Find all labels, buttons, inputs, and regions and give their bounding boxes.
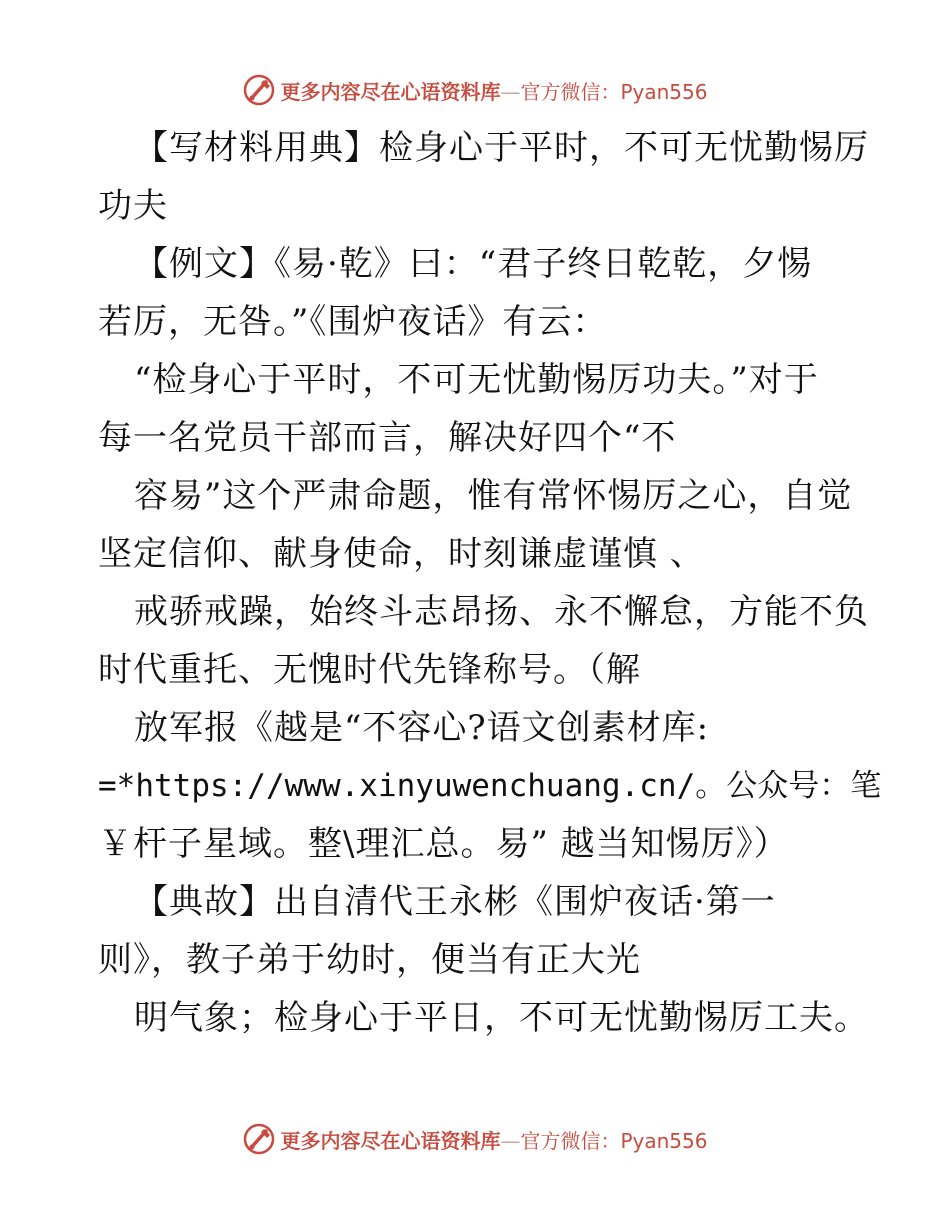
- text-line: 则》，教子弟于幼时，便当有正大光: [98, 940, 641, 980]
- header-banner: [0, 70, 950, 110]
- brush-logo-icon: [242, 1122, 276, 1156]
- text-line: 功夫: [98, 186, 168, 226]
- brush-logo-icon: [242, 73, 276, 107]
- banner-wechat-text: 官方微信：Pyan556: [520, 1128, 708, 1153]
- text-line: 【写材料用典】检身心于平时，不可无忧勤惕厉: [134, 128, 869, 168]
- banner-text: [280, 1125, 707, 1154]
- text-line: ￥杆子星域。整\理汇总。易” 越当知惕厉》）: [98, 824, 789, 864]
- text-line: “检身心于平时，不可无忧勤惕厉功夫。”对于: [134, 360, 819, 400]
- text-line: 容易”这个严肃命题，惟有常怀惕厉之心，自觉: [134, 476, 853, 516]
- text-line: 放军报《越是“不容心?语文创素材库:: [134, 708, 710, 748]
- banner-main-text: 更多内容尽在心语资料库: [280, 1128, 501, 1153]
- text-line: 时代重托、无愧时代先锋称号。（解: [98, 650, 641, 690]
- banner-text: [280, 76, 707, 105]
- url-text-line: =*https://www.xinyuwenchuang.cn/。公众号：笔: [98, 768, 882, 804]
- text-line: 【典故】出自清代王永彬《围炉夜话·第一: [134, 882, 776, 922]
- text-line: 【例文】《易·乾》曰：“君子终日乾乾，夕惕: [134, 244, 813, 284]
- text-line: 坚定信仰、献身使命，时刻谦虚谨慎 、: [98, 534, 705, 574]
- banner-main-text: 更多内容尽在心语资料库: [280, 79, 501, 104]
- banner-dash: —: [500, 1128, 521, 1153]
- text-line: 每一名党员干部而言，解决好四个“不: [98, 418, 677, 458]
- text-line: 若厉，无咎。”《围炉夜话》有云：: [98, 302, 608, 342]
- text-line: 明气象；检身心于平日，不可无忧勤惕厉工夫。: [134, 998, 869, 1038]
- banner-wechat-text: 官方微信：Pyan556: [520, 79, 708, 104]
- footer-banner: [0, 1119, 950, 1159]
- banner-dash: —: [500, 79, 521, 104]
- text-line: 戒骄戒躁，始终斗志昂扬、永不懈怠，方能不负: [134, 592, 869, 632]
- article-body: [98, 119, 882, 1047]
